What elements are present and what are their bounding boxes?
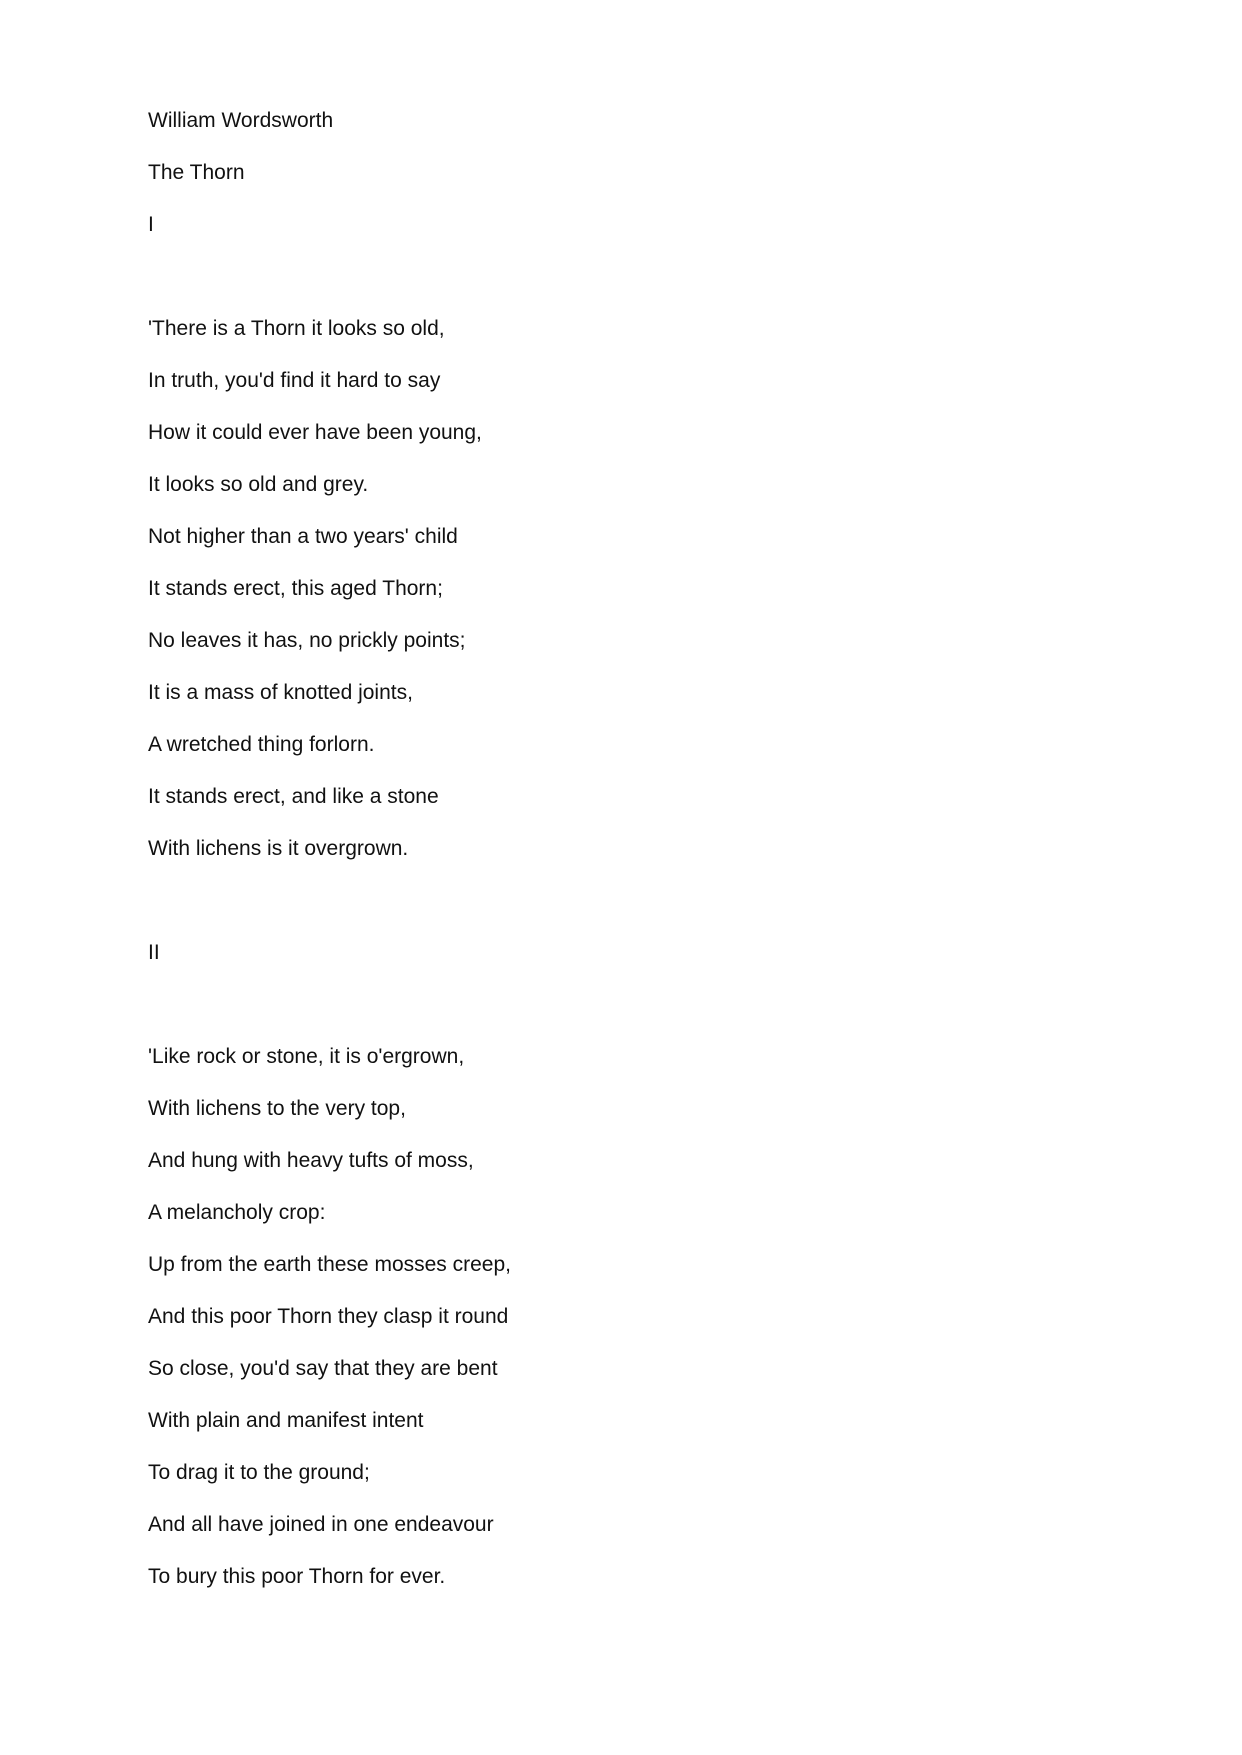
stanza-numeral: II	[148, 941, 160, 964]
poem-line: And hung with heavy tufts of moss,	[148, 1149, 474, 1172]
poem-line: 'Like rock or stone, it is o'ergrown,	[148, 1045, 465, 1068]
poem-column	[148, 108, 1048, 1616]
blank-line	[148, 264, 1048, 290]
blank-line	[148, 992, 1048, 1018]
poem-line: 'There is a Thorn it looks so old,	[148, 317, 445, 340]
poem-line: And all have joined in one endeavour	[148, 1513, 494, 1536]
poem-line: A melancholy crop:	[148, 1201, 326, 1224]
poem-line: A wretched thing forlorn.	[148, 733, 375, 756]
poem-line: So close, you'd say that they are bent	[148, 1357, 498, 1380]
poem-line: With lichens is it overgrown.	[148, 837, 409, 860]
poem-line: And this poor Thorn they clasp it round	[148, 1305, 509, 1328]
poem-line: In truth, you'd find it hard to say	[148, 369, 441, 392]
poem-line: No leaves it has, no prickly points;	[148, 629, 466, 652]
author-name: William Wordsworth	[148, 109, 334, 132]
poem-line: Up from the earth these mosses creep,	[148, 1253, 511, 1276]
poem-line: How it could ever have been young,	[148, 421, 482, 444]
blank-line	[148, 888, 1048, 914]
stanza-numeral: I	[148, 213, 154, 236]
poem-title: The Thorn	[148, 161, 245, 184]
poem-line: To drag it to the ground;	[148, 1461, 370, 1484]
poem-line: It stands erect, this aged Thorn;	[148, 577, 443, 600]
poem-line: It stands erect, and like a stone	[148, 785, 439, 808]
poem-line: With plain and manifest intent	[148, 1409, 424, 1432]
poem-line: Not higher than a two years' child	[148, 525, 458, 548]
poem-line: It looks so old and grey.	[148, 473, 369, 496]
poem-line: With lichens to the very top,	[148, 1097, 406, 1120]
poem-line: To bury this poor Thorn for ever.	[148, 1565, 446, 1588]
poem-line: It is a mass of knotted joints,	[148, 681, 413, 704]
